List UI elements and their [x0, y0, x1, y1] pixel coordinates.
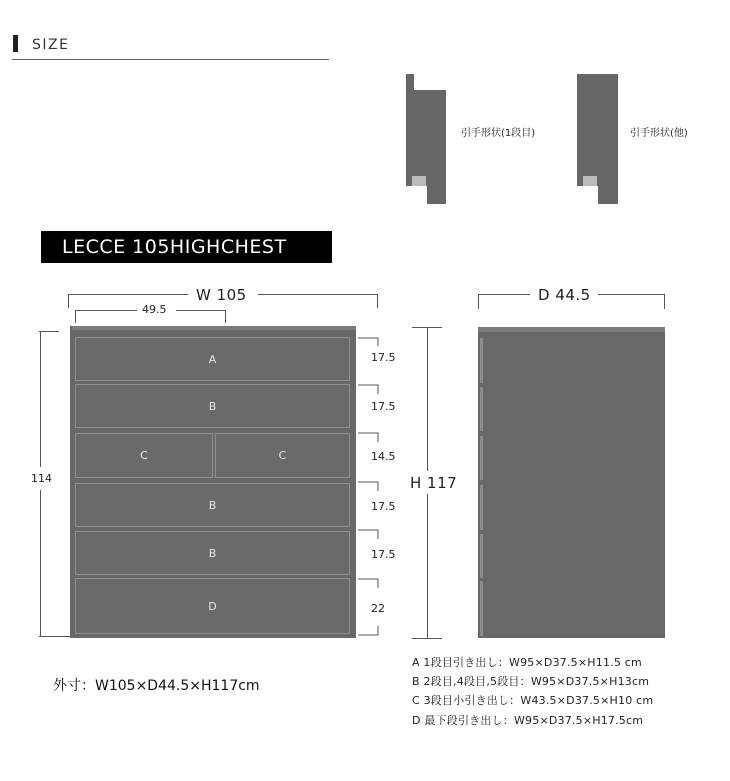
height-dim-line-top	[40, 331, 41, 467]
front-height-label: 114	[31, 472, 52, 485]
spec-drawer-b: B 2段目,4段目,5段目：W95×D37.5×H13cm	[412, 675, 650, 688]
depth-dim-line-left	[478, 294, 530, 295]
width-dim-line-left	[68, 294, 188, 295]
depth-dim-line-right	[598, 294, 664, 295]
depth-dim-right-tick	[664, 294, 665, 309]
side-drawer-edge-5	[480, 534, 483, 578]
width-dim-right-tick	[377, 294, 378, 308]
spec-drawer-c: C 3段目小引き出し：W43.5×D37.5×H10 cm	[412, 694, 654, 707]
half-width-line-left	[75, 310, 137, 311]
header-accent-bar	[13, 35, 18, 52]
width-dim-line-right	[258, 294, 378, 295]
drawer-c-height: 14.5	[371, 450, 396, 463]
section-title: SIZE	[32, 37, 70, 53]
depth-dim-left-tick	[478, 294, 479, 309]
handle-profile-other-drawers-icon	[572, 70, 622, 210]
depth-label: D 44.5	[538, 286, 591, 304]
spec-drawer-a: A 1段目引き出し：W95×D37.5×H11.5 cm	[412, 656, 642, 669]
handle-profile-label-2: 引手形状(他)	[630, 128, 688, 139]
drawer-d: D	[75, 578, 350, 634]
drawer-a: A	[75, 337, 350, 381]
chest-side-view	[478, 327, 665, 638]
side-drawer-edge-2	[480, 387, 483, 431]
drawer-b3-height: 17.5	[371, 548, 396, 561]
drawer-a-height: 17.5	[371, 351, 396, 364]
side-drawer-edge-6	[480, 581, 483, 636]
drawer-b-2: B	[75, 483, 350, 527]
drawer-c-right: C	[215, 433, 350, 478]
height-dim-top-tick	[39, 331, 59, 332]
width-dim-left-tick	[68, 294, 69, 308]
outer-dimensions: 外寸：W105×D44.5×H117cm	[53, 678, 260, 694]
drawer-d-height: 22	[371, 602, 385, 615]
side-top-panel	[478, 327, 665, 332]
drawer-b-1: B	[75, 384, 350, 428]
product-title: LECCE 105HIGHCHEST	[41, 231, 332, 263]
total-height-label: H 117	[410, 474, 458, 492]
header-divider	[12, 59, 329, 60]
half-width-label: 49.5	[142, 303, 167, 316]
width-label: W 105	[196, 286, 247, 304]
half-width-right-tick	[225, 310, 226, 323]
handle-profile-top-drawer-icon	[400, 70, 450, 210]
side-drawer-edge-1	[480, 338, 483, 383]
drawer-b-3: B	[75, 531, 350, 575]
height-dim-line-bottom	[40, 490, 41, 636]
total-height-bottom-tick	[412, 638, 442, 639]
side-drawer-edge-4	[480, 485, 483, 530]
drawer-b1-height: 17.5	[371, 400, 396, 413]
chest-top-panel	[72, 326, 356, 330]
drawer-b2-height: 17.5	[371, 500, 396, 513]
total-height-line-top	[427, 327, 428, 471]
half-width-left-tick	[75, 310, 76, 323]
drawer-height-brackets	[356, 336, 380, 638]
side-drawer-edge-3	[480, 436, 483, 480]
half-width-line-right	[176, 310, 226, 311]
drawer-c-left: C	[75, 433, 213, 478]
spec-drawer-d: D 最下段引き出し：W95×D37.5×H17.5cm	[412, 714, 644, 727]
handle-profile-label-1: 引手形状(1段目)	[461, 128, 536, 139]
total-height-line-bottom	[427, 494, 428, 638]
